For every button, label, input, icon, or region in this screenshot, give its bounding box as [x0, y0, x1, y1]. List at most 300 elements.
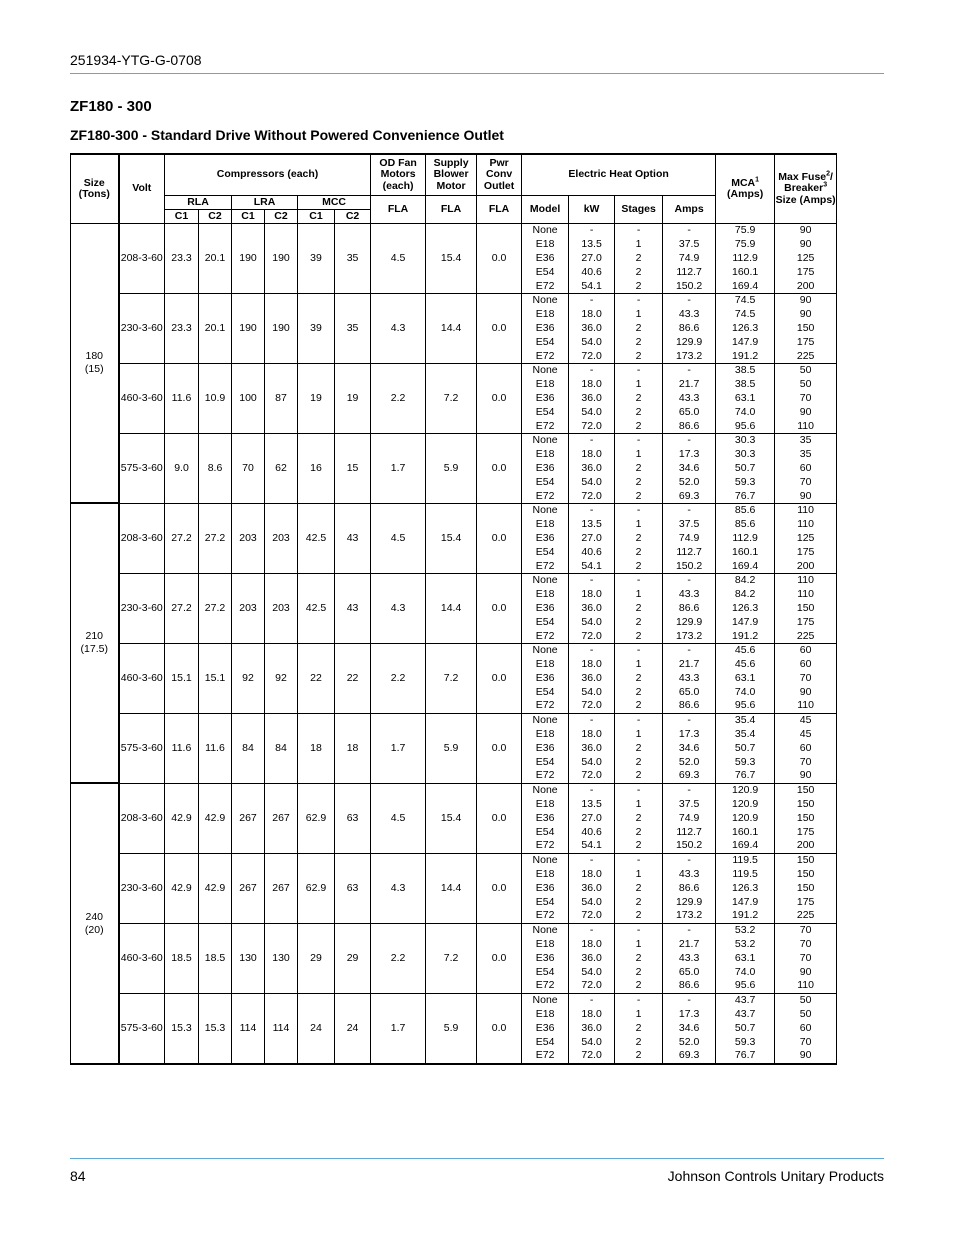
mca-cell: 59.3 — [716, 1035, 775, 1049]
col-od-fla: FLA — [371, 196, 426, 224]
stages-cell: 2 — [615, 979, 663, 993]
amps-cell: 52.0 — [663, 1035, 716, 1049]
amps-cell: 43.3 — [663, 308, 716, 322]
mca-cell: 120.9 — [716, 798, 775, 812]
pwr-conv-fla-cell: 0.0 — [477, 783, 522, 853]
stages-cell: 1 — [615, 798, 663, 812]
kw-cell: 36.0 — [569, 322, 615, 336]
rla-c1-cell: 23.3 — [165, 293, 199, 363]
supply-blower-fla-cell: 7.2 — [426, 363, 477, 433]
volt-cell: 460-3-60 — [119, 643, 165, 713]
heat-model-cell: E72 — [522, 909, 569, 923]
pwr-conv-fla-cell: 0.0 — [477, 643, 522, 713]
max-fuse-cell: 60 — [775, 643, 837, 657]
max-fuse-cell: 125 — [775, 252, 837, 266]
volt-cell: 575-3-60 — [119, 993, 165, 1063]
stages-cell: 2 — [615, 349, 663, 363]
amps-cell: 43.3 — [663, 951, 716, 965]
amps-cell: 86.6 — [663, 881, 716, 895]
max-fuse-size-label: Size (Amps) — [775, 193, 836, 206]
mcc-c1-cell: 42.5 — [298, 503, 335, 573]
lra-c1-cell: 70 — [232, 433, 265, 503]
stages-cell: - — [615, 573, 663, 587]
od-fan-fla-cell: 4.3 — [371, 293, 426, 363]
lra-c1-cell: 203 — [232, 503, 265, 573]
mcc-c2-cell: 35 — [335, 224, 371, 294]
mca-cell: 147.9 — [716, 615, 775, 629]
amps-cell: 173.2 — [663, 629, 716, 643]
stages-cell: - — [615, 993, 663, 1007]
kw-cell: 36.0 — [569, 1021, 615, 1035]
col-lra-c1: C1 — [232, 210, 265, 224]
stages-cell: 2 — [615, 489, 663, 503]
mca-cell: 75.9 — [716, 224, 775, 238]
size-value: 210 — [85, 630, 104, 643]
max-fuse-cell: 175 — [775, 545, 837, 559]
col-rla: RLA — [165, 196, 232, 210]
mca-cell: 191.2 — [716, 629, 775, 643]
size-cell — [71, 224, 119, 504]
mca-cell: 74.5 — [716, 308, 775, 322]
kw-cell: 18.0 — [569, 938, 615, 952]
lra-c2-cell: 130 — [265, 923, 298, 993]
heat-model-cell: E36 — [522, 811, 569, 825]
mca-cell: 76.7 — [716, 1049, 775, 1064]
stages-cell: 2 — [615, 279, 663, 293]
kw-cell: 13.5 — [569, 518, 615, 532]
stages-cell: 1 — [615, 448, 663, 462]
kw-cell: - — [569, 853, 615, 867]
lra-c2-cell: 114 — [265, 993, 298, 1063]
max-fuse-cell: 70 — [775, 755, 837, 769]
max-fuse-cell: 50 — [775, 993, 837, 1007]
heat-model-cell: E18 — [522, 238, 569, 252]
mcc-c2-cell: 43 — [335, 503, 371, 573]
lra-c1-cell: 100 — [232, 363, 265, 433]
mca-cell: 30.3 — [716, 448, 775, 462]
mca-cell: 35.4 — [716, 713, 775, 727]
rla-c1-cell: 15.1 — [165, 643, 199, 713]
kw-cell: 36.0 — [569, 672, 615, 686]
stages-cell: 2 — [615, 755, 663, 769]
volt-cell: 230-3-60 — [119, 573, 165, 643]
mcc-c1-cell: 22 — [298, 643, 335, 713]
stages-cell: 2 — [615, 405, 663, 419]
rla-c2-cell: 42.9 — [199, 783, 232, 853]
max-fuse-cell: 45 — [775, 728, 837, 742]
heat-model-cell: None — [522, 853, 569, 867]
stages-cell: 2 — [615, 965, 663, 979]
stages-cell: 2 — [615, 839, 663, 853]
stages-cell: 2 — [615, 951, 663, 965]
od-fan-fla-cell: 4.5 — [371, 224, 426, 294]
stages-cell: 2 — [615, 475, 663, 489]
mca-cell: 147.9 — [716, 335, 775, 349]
od-fan-fla-cell: 2.2 — [371, 923, 426, 993]
mcc-c2-cell: 35 — [335, 293, 371, 363]
max-fuse-cell: 90 — [775, 965, 837, 979]
max-fuse-cell: 175 — [775, 335, 837, 349]
amps-cell: 37.5 — [663, 518, 716, 532]
rla-c1-cell: 11.6 — [165, 363, 199, 433]
size-tons: (20) — [84, 923, 104, 936]
heat-model-cell: E72 — [522, 419, 569, 433]
kw-cell: 40.6 — [569, 265, 615, 279]
mca-cell: 126.3 — [716, 602, 775, 616]
amps-cell: 112.7 — [663, 545, 716, 559]
lra-c1-cell: 267 — [232, 783, 265, 853]
kw-cell: 54.1 — [569, 279, 615, 293]
rla-c2-cell: 8.6 — [199, 433, 232, 503]
page-number: 84 — [70, 1168, 86, 1184]
heat-model-cell: E54 — [522, 545, 569, 559]
heat-model-cell: None — [522, 993, 569, 1007]
stages-cell: 2 — [615, 602, 663, 616]
heat-model-cell: E54 — [522, 755, 569, 769]
stages-cell: 1 — [615, 1008, 663, 1022]
col-mcc-c2: C2 — [335, 210, 371, 224]
mca-cell: 63.1 — [716, 951, 775, 965]
rla-c1-cell: 27.2 — [165, 503, 199, 573]
kw-cell: 54.0 — [569, 755, 615, 769]
footer-rule — [70, 1158, 884, 1159]
col-pwr-conv: Pwr Conv Outlet — [477, 154, 522, 196]
mcc-c2-cell: 15 — [335, 433, 371, 503]
max-fuse-cell: 90 — [775, 238, 837, 252]
amps-cell: 65.0 — [663, 685, 716, 699]
mca-cell: 112.9 — [716, 532, 775, 546]
heat-model-cell: E72 — [522, 629, 569, 643]
supply-blower-fla-cell: 15.4 — [426, 224, 477, 294]
amps-cell: - — [663, 224, 716, 238]
amps-cell: 65.0 — [663, 965, 716, 979]
size-tons: (15) — [84, 363, 104, 376]
lra-c1-cell: 190 — [232, 224, 265, 294]
mca-cell: 50.7 — [716, 1021, 775, 1035]
subsection-title: ZF180-300 - Standard Drive Without Powered Convenience Outlet — [70, 127, 504, 143]
rla-c2-cell: 15.1 — [199, 643, 232, 713]
size-cell — [71, 503, 119, 783]
amps-cell: 173.2 — [663, 909, 716, 923]
max-fuse-cell: 70 — [775, 923, 837, 937]
amps-cell: 74.9 — [663, 532, 716, 546]
amps-cell: 43.3 — [663, 672, 716, 686]
max-fuse-cell: 110 — [775, 588, 837, 602]
mca-cell: 45.6 — [716, 643, 775, 657]
table-body — [71, 224, 837, 1064]
lra-c1-cell: 84 — [232, 713, 265, 783]
lra-c2-cell: 190 — [265, 224, 298, 294]
stages-cell: 2 — [615, 532, 663, 546]
stages-cell: 2 — [615, 895, 663, 909]
kw-cell: 13.5 — [569, 798, 615, 812]
max-fuse-cell: 70 — [775, 392, 837, 406]
mca-cell: 95.6 — [716, 699, 775, 713]
od-fan-fla-cell: 1.7 — [371, 433, 426, 503]
amps-cell: - — [663, 293, 716, 307]
rla-c2-cell: 27.2 — [199, 503, 232, 573]
col-mcc: MCC — [298, 196, 371, 210]
kw-cell: 72.0 — [569, 769, 615, 783]
stages-cell: 2 — [615, 392, 663, 406]
heat-model-cell: E54 — [522, 965, 569, 979]
table-row — [71, 224, 837, 238]
kw-cell: - — [569, 573, 615, 587]
amps-cell: 37.5 — [663, 798, 716, 812]
lra-c2-cell: 62 — [265, 433, 298, 503]
size-cell — [71, 783, 119, 1063]
max-fuse-cell: 70 — [775, 951, 837, 965]
heat-model-cell: E18 — [522, 728, 569, 742]
col-max-fuse — [775, 154, 837, 224]
max-fuse-cell: 175 — [775, 895, 837, 909]
max-fuse-cell: 90 — [775, 293, 837, 307]
amps-cell: 129.9 — [663, 615, 716, 629]
mca-cell: 59.3 — [716, 755, 775, 769]
mcc-c1-cell: 19 — [298, 363, 335, 433]
stages-cell: - — [615, 363, 663, 377]
stages-cell: 1 — [615, 588, 663, 602]
mca-cell: 120.9 — [716, 783, 775, 797]
mca-cell: 95.6 — [716, 419, 775, 433]
kw-cell: - — [569, 993, 615, 1007]
stages-cell: 2 — [615, 322, 663, 336]
mca-cell: 85.6 — [716, 503, 775, 517]
mca-cell: 119.5 — [716, 868, 775, 882]
heat-model-cell: E72 — [522, 1049, 569, 1064]
pwr-conv-fla-cell: 0.0 — [477, 503, 522, 573]
heat-model-cell: E72 — [522, 559, 569, 573]
mca-cell: 74.5 — [716, 293, 775, 307]
mcc-c2-cell: 43 — [335, 573, 371, 643]
kw-cell: 54.0 — [569, 1035, 615, 1049]
kw-cell: 72.0 — [569, 979, 615, 993]
mca-cell: 191.2 — [716, 909, 775, 923]
mca-cell: 147.9 — [716, 895, 775, 909]
amps-cell: 150.2 — [663, 559, 716, 573]
max-fuse-cell: 150 — [775, 853, 837, 867]
mcc-c1-cell: 62.9 — [298, 853, 335, 923]
max-fuse-cell: 90 — [775, 489, 837, 503]
table-row — [71, 713, 837, 727]
col-mcc-c1: C1 — [298, 210, 335, 224]
supply-blower-fla-cell: 7.2 — [426, 643, 477, 713]
od-fan-fla-cell: 4.5 — [371, 783, 426, 853]
heat-model-cell: E54 — [522, 825, 569, 839]
heat-model-cell: E18 — [522, 448, 569, 462]
heat-model-cell: None — [522, 293, 569, 307]
pwr-conv-fla-cell: 0.0 — [477, 713, 522, 783]
heat-model-cell: E36 — [522, 741, 569, 755]
electrical-data-table — [70, 153, 837, 1065]
pwr-conv-fla-cell: 0.0 — [477, 224, 522, 294]
kw-cell: 27.0 — [569, 811, 615, 825]
col-kw: kW — [569, 196, 615, 224]
amps-cell: 86.6 — [663, 322, 716, 336]
table-row — [71, 643, 837, 657]
kw-cell: 72.0 — [569, 1049, 615, 1064]
max-fuse-cell: 70 — [775, 938, 837, 952]
heat-model-cell: None — [522, 573, 569, 587]
heat-model-cell: E36 — [522, 532, 569, 546]
heat-model-cell: E18 — [522, 868, 569, 882]
max-fuse-cell: 110 — [775, 503, 837, 517]
supply-blower-fla-cell: 5.9 — [426, 713, 477, 783]
kw-cell: 40.6 — [569, 825, 615, 839]
amps-cell: 21.7 — [663, 378, 716, 392]
amps-cell: 74.9 — [663, 811, 716, 825]
col-od-fan: OD Fan Motors (each) — [371, 154, 426, 196]
col-pc-fla: FLA — [477, 196, 522, 224]
stages-cell: 2 — [615, 825, 663, 839]
max-fuse-cell: 90 — [775, 405, 837, 419]
volt-cell: 208-3-60 — [119, 503, 165, 573]
kw-cell: - — [569, 923, 615, 937]
size-value: 240 — [85, 910, 104, 923]
amps-cell: 21.7 — [663, 938, 716, 952]
stages-cell: 2 — [615, 559, 663, 573]
mca-cell: 59.3 — [716, 475, 775, 489]
table-row — [71, 853, 837, 867]
heat-model-cell: None — [522, 363, 569, 377]
pwr-conv-fla-cell: 0.0 — [477, 573, 522, 643]
mca-cell: 169.4 — [716, 279, 775, 293]
amps-cell: 34.6 — [663, 741, 716, 755]
kw-cell: 36.0 — [569, 881, 615, 895]
lra-c2-cell: 87 — [265, 363, 298, 433]
mca-cell: 112.9 — [716, 252, 775, 266]
max-fuse-footnote: 2 — [826, 170, 831, 178]
max-fuse-cell: 150 — [775, 881, 837, 895]
heat-model-cell: E18 — [522, 518, 569, 532]
amps-cell: 86.6 — [663, 602, 716, 616]
rla-c1-cell: 27.2 — [165, 573, 199, 643]
supply-blower-fla-cell: 5.9 — [426, 993, 477, 1063]
amps-cell: 52.0 — [663, 475, 716, 489]
heat-model-cell: E72 — [522, 279, 569, 293]
stages-cell: - — [615, 853, 663, 867]
rla-c2-cell: 20.1 — [199, 293, 232, 363]
volt-cell: 460-3-60 — [119, 923, 165, 993]
od-fan-fla-cell: 2.2 — [371, 363, 426, 433]
mca-cell: 119.5 — [716, 853, 775, 867]
heat-model-cell: E72 — [522, 839, 569, 853]
max-fuse-cell: 150 — [775, 602, 837, 616]
kw-cell: 72.0 — [569, 909, 615, 923]
kw-cell: - — [569, 503, 615, 517]
max-fuse-cell: 70 — [775, 475, 837, 489]
kw-cell: 40.6 — [569, 545, 615, 559]
heat-model-cell: None — [522, 224, 569, 238]
mca-cell: 126.3 — [716, 881, 775, 895]
lra-c1-cell: 203 — [232, 573, 265, 643]
mcc-c1-cell: 24 — [298, 993, 335, 1063]
heat-model-cell: None — [522, 433, 569, 447]
max-fuse-cell: 110 — [775, 518, 837, 532]
lra-c2-cell: 203 — [265, 503, 298, 573]
max-fuse-cell: 150 — [775, 868, 837, 882]
lra-c1-cell: 114 — [232, 993, 265, 1063]
heat-model-cell: E54 — [522, 615, 569, 629]
max-fuse-cell: 175 — [775, 615, 837, 629]
lra-c1-cell: 130 — [232, 923, 265, 993]
stages-cell: 2 — [615, 629, 663, 643]
mca-footnote: 1 — [755, 176, 760, 183]
max-fuse-cell: 110 — [775, 699, 837, 713]
rla-c1-cell: 11.6 — [165, 713, 199, 783]
lra-c1-cell: 92 — [232, 643, 265, 713]
mcc-c2-cell: 22 — [335, 643, 371, 713]
mca-cell: 53.2 — [716, 938, 775, 952]
amps-cell: 150.2 — [663, 279, 716, 293]
max-fuse-cell: 150 — [775, 322, 837, 336]
amps-cell: 17.3 — [663, 728, 716, 742]
amps-cell: 17.3 — [663, 1008, 716, 1022]
size-tons: (17.5) — [80, 643, 108, 656]
mca-cell: 85.6 — [716, 518, 775, 532]
pwr-conv-fla-cell: 0.0 — [477, 923, 522, 993]
mca-cell: 63.1 — [716, 672, 775, 686]
heat-model-cell: None — [522, 713, 569, 727]
kw-cell: - — [569, 783, 615, 797]
stages-cell: 2 — [615, 462, 663, 476]
volt-cell: 230-3-60 — [119, 293, 165, 363]
kw-cell: 54.0 — [569, 685, 615, 699]
max-fuse-cell: 70 — [775, 1035, 837, 1049]
amps-cell: - — [663, 713, 716, 727]
rla-c2-cell: 11.6 — [199, 713, 232, 783]
lra-c2-cell: 84 — [265, 713, 298, 783]
lra-c2-cell: 190 — [265, 293, 298, 363]
amps-cell: - — [663, 433, 716, 447]
max-fuse-cell: 35 — [775, 448, 837, 462]
kw-cell: - — [569, 224, 615, 238]
mca-cell: 76.7 — [716, 769, 775, 783]
size-value: 180 — [85, 350, 104, 363]
pwr-conv-fla-cell: 0.0 — [477, 363, 522, 433]
mca-label: MCA — [731, 176, 756, 189]
od-fan-fla-cell: 4.3 — [371, 853, 426, 923]
heat-model-cell: None — [522, 783, 569, 797]
mca-cell: 63.1 — [716, 392, 775, 406]
heat-model-cell: E18 — [522, 308, 569, 322]
mca-cell: 43.7 — [716, 993, 775, 1007]
max-fuse-cell: 50 — [775, 1008, 837, 1022]
max-fuse-cell: 175 — [775, 825, 837, 839]
pwr-conv-fla-cell: 0.0 — [477, 293, 522, 363]
volt-cell: 208-3-60 — [119, 783, 165, 853]
heat-model-cell: E18 — [522, 658, 569, 672]
heat-model-cell: E54 — [522, 265, 569, 279]
stages-cell: - — [615, 293, 663, 307]
stages-cell: - — [615, 783, 663, 797]
stages-cell: - — [615, 433, 663, 447]
max-fuse-cell: 90 — [775, 224, 837, 238]
amps-cell: 129.9 — [663, 335, 716, 349]
kw-cell: 36.0 — [569, 741, 615, 755]
heat-model-cell: E36 — [522, 462, 569, 476]
heat-model-cell: E36 — [522, 602, 569, 616]
stages-cell: 1 — [615, 308, 663, 322]
pwr-conv-fla-cell: 0.0 — [477, 433, 522, 503]
rla-c2-cell: 27.2 — [199, 573, 232, 643]
col-rla-c2: C2 — [199, 210, 232, 224]
max-fuse-cell: 110 — [775, 419, 837, 433]
amps-cell: 37.5 — [663, 238, 716, 252]
mca-cell: 76.7 — [716, 489, 775, 503]
stages-cell: 2 — [615, 811, 663, 825]
kw-cell: 18.0 — [569, 658, 615, 672]
